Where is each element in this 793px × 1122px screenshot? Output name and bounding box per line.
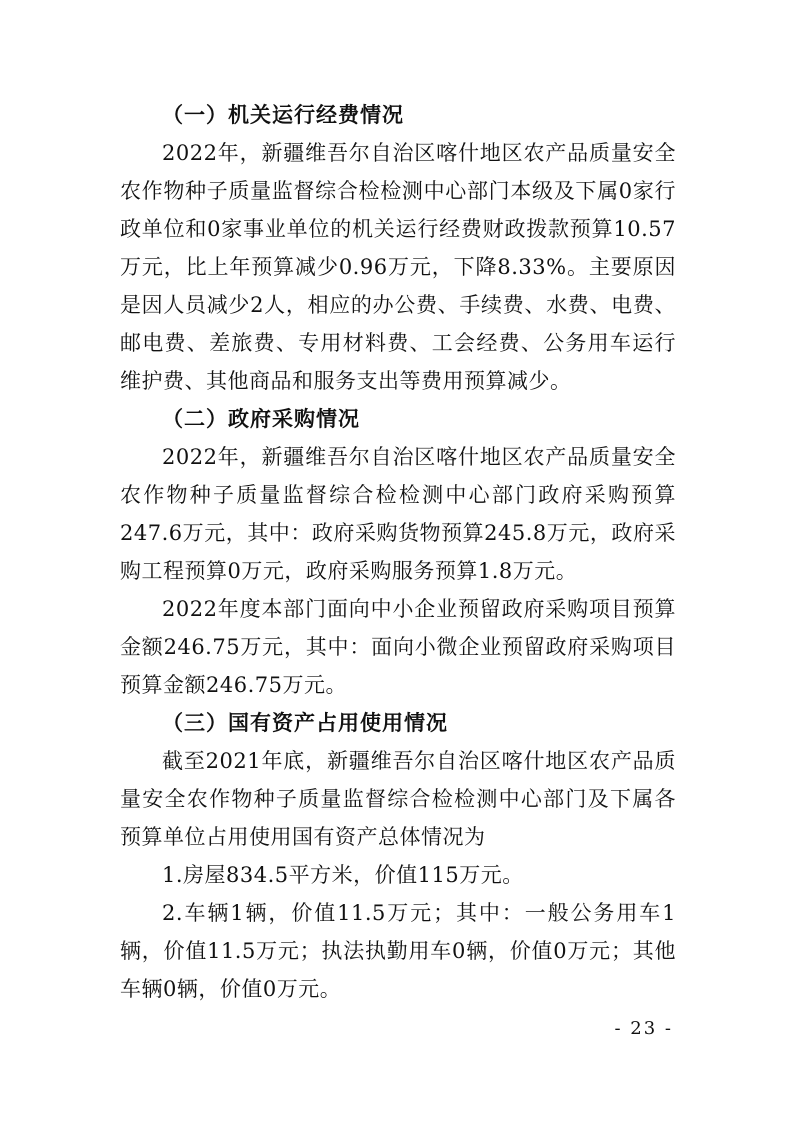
paragraph-sme-reserved-procurement: 2022年度本部门面向中小企业预留政府采购项目预算金额246.75万元，其中：面向小微企业预留政府采购项目预算金额246.75万元。 bbox=[120, 597, 676, 697]
section-heading-state-assets: （三）国有资产占用使用情况 bbox=[162, 711, 448, 735]
section-heading-procurement: （二）政府采购情况 bbox=[162, 407, 360, 431]
page-number: - 23 - bbox=[614, 1018, 673, 1039]
paragraph-operating-expenses: 2022年，新疆维吾尔自治区喀什地区农产品质量安全农作物种子质量监督综合检检测中心部门本级及下属0家行政单位和0家事业单位的机关运行经费财政拨款预算10.57万元，比上年预算减少0.96万元，下降8.33%。主要原因是因人员减少2人，相应的办公费、手续费、水费、电费、邮电费、差旅费、专用材料费、工会经费、公务用车运行维护费、其他商品和服务支出等费用预算减少。 bbox=[120, 141, 676, 393]
paragraph-vehicles: 2.车辆1辆，价值11.5万元；其中：一般公务用车1辆，价值11.5万元；执法执勤用车0辆，价值0万元；其他车辆0辆，价值0万元。 bbox=[120, 901, 676, 1001]
page-content bbox=[120, 96, 676, 1008]
paragraph-state-assets-overview: 截至2021年底，新疆维吾尔自治区喀什地区农产品质量安全农作物种子质量监督综合检检测中心部门及下属各预算单位占用使用国有资产总体情况为 bbox=[120, 749, 676, 849]
section-heading-operating-expenses: （一）机关运行经费情况 bbox=[162, 103, 404, 127]
paragraph-buildings: 1.房屋834.5平方米，价值115万元。 bbox=[162, 863, 524, 887]
paragraph-procurement-budget: 2022年，新疆维吾尔自治区喀什地区农产品质量安全农作物种子质量监督综合检检测中心部门政府采购预算247.6万元，其中：政府采购货物预算245.8万元，政府采购工程预算0万元，政府采购服务预算1.8万元。 bbox=[120, 445, 676, 583]
